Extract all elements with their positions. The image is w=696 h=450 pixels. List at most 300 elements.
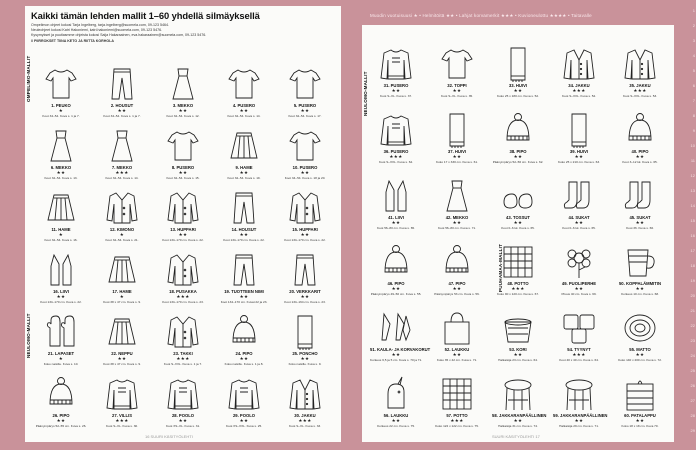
difficulty-stars: ★ bbox=[58, 232, 64, 237]
page-folio: 16 SUURI KÄSITYÖLEHTI bbox=[145, 434, 193, 439]
item-name: 26. PIPO bbox=[52, 413, 70, 418]
item-name: 42. MEKKO bbox=[445, 215, 469, 220]
difficulty-stars: ★★★ bbox=[176, 294, 190, 299]
difficulty-stars: ★★ bbox=[391, 418, 401, 423]
difficulty-stars: ★★ bbox=[391, 88, 401, 93]
item-size: Koot S–XXL. Kuva s. 52. bbox=[561, 94, 597, 98]
page-title: Kaikki tämän lehden mallit 1–60 yhdellä silmäyksellä bbox=[31, 10, 260, 21]
jacket-icon bbox=[104, 190, 140, 226]
difficulty-stars: ★★ bbox=[178, 232, 188, 237]
sweater-icon bbox=[378, 46, 414, 82]
item-size: Koko 17 x 330 cm. Kuva s. 61. bbox=[436, 160, 478, 164]
item-size: Koko 90 x 120 cm. Kuva s. 67. bbox=[497, 292, 539, 296]
item-name: 49. PUOLIPERHE bbox=[561, 281, 597, 286]
difficulty-stars: ★★ bbox=[391, 286, 401, 291]
intro-line: Ompelimon ohjeet kokosi Tarja Ingelberg, tarja.ingelberg@suomela.com, 09-123 5464. bbox=[31, 23, 170, 27]
item-size: Koot 134–170 cm. Kuvat 22 ja 23. bbox=[220, 300, 268, 304]
difficulty-stars: ★★ bbox=[513, 352, 523, 357]
pattern-item bbox=[96, 314, 148, 374]
intro-line: Kysymykset ja puutiasmme ohjeista kokosi Saija Hakaraainen, eva.hakaraainen@suomela.com, 09-123 5476. bbox=[31, 33, 207, 37]
item-name: 34. JAKKU bbox=[568, 83, 590, 88]
item-name: 10. PUSERO bbox=[292, 165, 318, 170]
item-name: 19. TUOTTEEN NIMI bbox=[224, 289, 264, 294]
item-size: Koot 34–54. Kuva s. 17. bbox=[288, 114, 322, 118]
pattern-item bbox=[279, 66, 331, 126]
item-name: 17. HAME bbox=[112, 289, 132, 294]
difficulty-stars: ★★ bbox=[117, 108, 127, 113]
basket-icon bbox=[500, 310, 536, 346]
difficulty-stars: ★★★ bbox=[633, 88, 647, 93]
difficulty-stars: ★★★ bbox=[298, 418, 312, 423]
item-size: Koko 140 x 200 cm. Kuva s. 72. bbox=[618, 358, 662, 362]
pattern-item bbox=[614, 310, 666, 370]
item-size: Koko 25 x 180 cm. Kuva s. 52. bbox=[497, 94, 539, 98]
difficulty-stars: ★★★ bbox=[572, 88, 586, 93]
vest-icon bbox=[43, 252, 79, 288]
item-name: 37. HUIVI bbox=[447, 149, 467, 154]
item-name: 52. LAUKKU bbox=[444, 347, 470, 352]
difficulty-stars: ★ bbox=[58, 108, 64, 113]
potholder-icon bbox=[622, 376, 658, 412]
pattern-item bbox=[431, 112, 483, 172]
item-name: 44. SUKAT bbox=[568, 215, 590, 220]
hat-icon bbox=[378, 244, 414, 280]
pattern-item bbox=[370, 244, 422, 304]
item-name: 32. TOPPI bbox=[447, 83, 467, 88]
pattern-item bbox=[431, 178, 483, 238]
dress-icon bbox=[43, 128, 79, 164]
difficulty-stars: ★★ bbox=[391, 220, 401, 225]
item-size: Korkeus 6,5 ja 5 cm. Kuva s. 70 ja 71. bbox=[370, 358, 422, 362]
item-name: 60. PATALAPPU bbox=[624, 413, 656, 418]
tshirt-icon bbox=[43, 66, 79, 102]
item-name: 11. HAME bbox=[51, 227, 71, 232]
item-name: 47. PIPO bbox=[448, 281, 466, 286]
jacket-icon bbox=[287, 190, 323, 226]
item-name: 30. JAKKU bbox=[294, 413, 316, 418]
item-size: Koot 36. Kuva s. 66. bbox=[626, 226, 654, 230]
ruler-number: 21 bbox=[690, 308, 695, 313]
ruler-number: 3 bbox=[692, 38, 695, 43]
pants-icon bbox=[226, 190, 262, 226]
pattern-item bbox=[96, 190, 148, 250]
item-name: 5. PUSERO bbox=[293, 103, 317, 108]
difficulty-stars: ★★ bbox=[452, 286, 462, 291]
difficulty-stars: ★★ bbox=[635, 220, 645, 225]
item-size: Koot 34–54. Kuva s. 21. bbox=[105, 238, 139, 242]
intro-line: Neuleohjeet kokosi Katri Hakoniemi, katri.hakoniemi@suomela.com, 09-123 5476. bbox=[31, 28, 163, 32]
item-size: Päänympärys 52–56 cm. Kuva s. 62. bbox=[492, 160, 544, 164]
difficulty-stars: ★★ bbox=[513, 418, 523, 423]
difficulty-stars: ★★ bbox=[513, 154, 523, 159]
difficulty-stars: ★★ bbox=[452, 154, 462, 159]
skirt-icon bbox=[104, 252, 140, 288]
difficulty-stars: ★★ bbox=[300, 356, 310, 361]
blanket-icon bbox=[500, 244, 536, 280]
difficulty-stars: ★ bbox=[119, 232, 125, 237]
item-size: Pituus 40 cm. Kuva s. 69. bbox=[561, 292, 597, 296]
difficulty-stars: ★★★ bbox=[389, 154, 403, 159]
pattern-item bbox=[157, 376, 209, 436]
item-size: Koko naisille. Kuva s. 9. bbox=[288, 362, 322, 366]
pattern-item bbox=[218, 314, 270, 374]
item-name: 20. VERKKARIT bbox=[289, 289, 321, 294]
difficulty-stars: ★★ bbox=[239, 232, 249, 237]
difficulty-stars: ★★ bbox=[635, 286, 645, 291]
item-size: Koot XS–XL. Kuva s. 31. bbox=[165, 424, 201, 428]
pants-icon bbox=[287, 252, 323, 288]
ruler-number: 27 bbox=[690, 398, 695, 403]
item-name: 31. PUSERO bbox=[383, 83, 409, 88]
item-name: 36. PUSERO bbox=[383, 149, 409, 154]
section-label-neulomo: NEULOMO-MALLIT bbox=[26, 313, 31, 358]
ruler-number: 20 bbox=[690, 293, 695, 298]
sock-icon bbox=[561, 178, 597, 214]
item-name: 24. PIPO bbox=[235, 351, 253, 356]
item-size: Halkaisija 29 cm. Kuva s. 71. bbox=[559, 424, 599, 428]
pattern-item bbox=[218, 190, 270, 250]
pattern-item bbox=[279, 376, 331, 436]
item-size: Korkeus 22 cm. Kuva s. 75. bbox=[377, 424, 415, 428]
item-name: 1. PEUKO bbox=[51, 103, 71, 108]
item-name: 39. HUIVI bbox=[569, 149, 589, 154]
ruler-number: 1 bbox=[692, 8, 695, 13]
item-size: Koot 134–170 cm. Kuva s. 22. bbox=[40, 300, 82, 304]
ruler-number: 18 bbox=[690, 263, 695, 268]
pattern-item bbox=[492, 112, 544, 172]
item-size: Koot S–XXL. Kuva s. 53. bbox=[622, 94, 658, 98]
pattern-item bbox=[157, 190, 209, 250]
pattern-item bbox=[431, 310, 483, 370]
difficulty-stars: ★★ bbox=[239, 108, 249, 113]
item-size: Koot 40 x 40 cm. Kuva s. 64. bbox=[559, 358, 599, 362]
mitten-icon bbox=[43, 314, 79, 350]
difficulty-stars: ★★ bbox=[117, 356, 127, 361]
item-name: 18. PUSAKKA bbox=[169, 289, 197, 294]
difficulty-stars: ★★ bbox=[239, 170, 249, 175]
ruler-number: 10 bbox=[690, 143, 695, 148]
item-name: 8. PUSERO bbox=[171, 165, 195, 170]
item-size: Halkaisija 23 cm. Kuva s. 64. bbox=[498, 358, 538, 362]
pattern-item bbox=[431, 46, 483, 106]
item-name: 43. TOSSUT bbox=[506, 215, 530, 220]
item-size: Koot S–XL. Kuva s. 37. bbox=[380, 94, 412, 98]
item-size: Halkaisija 31 cm. Kuva s. 74. bbox=[498, 424, 538, 428]
ruler-number: 25 bbox=[690, 368, 695, 373]
item-name: 9. HAME bbox=[235, 165, 253, 170]
item-name: 48. POTTO bbox=[507, 281, 529, 286]
pattern-item bbox=[96, 128, 148, 188]
difficulty-stars: ★★ bbox=[56, 170, 66, 175]
item-size: Koot 56–80 cm. Kuva s. 65. bbox=[376, 226, 415, 230]
item-name: 35. JAKKU bbox=[629, 83, 651, 88]
pattern-item bbox=[614, 376, 666, 436]
item-size: Päänympärys 53 cm. Kuva s. 56. bbox=[434, 292, 480, 296]
difficulty-stars: ★★ bbox=[574, 286, 584, 291]
pattern-item bbox=[553, 244, 605, 304]
item-name: 33. HUIVI bbox=[508, 83, 528, 88]
tshirt-icon bbox=[287, 66, 323, 102]
difficulty-stars: ★★ bbox=[178, 418, 188, 423]
item-name: 23. TAKKI bbox=[173, 351, 193, 356]
difficulty-stars: ★★ bbox=[513, 220, 523, 225]
ruler-number: 5 bbox=[692, 68, 695, 73]
item-size: Koot 34–54. Kuva s. 18 ja 20. bbox=[284, 176, 326, 180]
difficulty-stars: ★★ bbox=[300, 108, 310, 113]
pattern-item bbox=[279, 128, 331, 188]
item-name: 12. KIMONO bbox=[109, 227, 135, 232]
stool-icon bbox=[561, 376, 597, 412]
difficulty-stars: ★★ bbox=[635, 154, 645, 159]
pattern-item bbox=[157, 128, 209, 188]
item-size: Koot S–XXL. Kuva s. 1 ja 7. bbox=[163, 362, 203, 366]
difficulty-stars: ★★ bbox=[56, 418, 66, 423]
item-name: 59. JAKKARANPÄÄLLINEN bbox=[553, 413, 608, 418]
pattern-item bbox=[279, 252, 331, 312]
pattern-item bbox=[218, 66, 270, 126]
item-size: Koot 3–12 kk. Kuva s. 65. bbox=[622, 160, 658, 164]
item-size: Koot 34–54. Kuva s. 1 ja 7. bbox=[103, 114, 141, 118]
jacket-icon bbox=[165, 190, 201, 226]
item-size: Koot 38 x 47 cm. Kuva s. 9. bbox=[103, 300, 141, 304]
ruler-number: 15 bbox=[690, 218, 695, 223]
skirt-icon bbox=[226, 128, 262, 164]
ruler-number: 26 bbox=[690, 383, 695, 388]
difficulty-stars: ★★★ bbox=[115, 418, 129, 423]
pattern-item bbox=[492, 46, 544, 106]
item-size: Koot 134–170 cm. Kuva s. 22. bbox=[162, 238, 204, 242]
dress-icon bbox=[439, 178, 475, 214]
section-label-puuhamaa: PUUHAMAA-MALLIT bbox=[498, 243, 503, 292]
section-label-ompelimo: OMPELIMO-MALLIT bbox=[26, 55, 31, 102]
item-size: Koot 38 x 47 cm. Kuva s. 9. bbox=[103, 362, 141, 366]
difficulty-stars: ★ bbox=[119, 294, 125, 299]
dress-icon bbox=[165, 66, 201, 102]
difficulty-stars: ★★ bbox=[300, 170, 310, 175]
pattern-item bbox=[35, 190, 87, 250]
cardigan-icon bbox=[622, 46, 658, 82]
item-size: Koot XS–XXL. Kuva s. 25. bbox=[225, 424, 263, 428]
pattern-item bbox=[96, 376, 148, 436]
difficulty-stars: ★★★ bbox=[572, 352, 586, 357]
skirt-icon bbox=[104, 314, 140, 350]
item-size: Koot 134–170 cm. Kuva s. 22. bbox=[223, 238, 265, 242]
difficulty-stars: ★★ bbox=[452, 352, 462, 357]
difficulty-stars: ★★ bbox=[635, 352, 645, 357]
pattern-item bbox=[370, 310, 431, 370]
difficulty-stars: ★★ bbox=[452, 220, 462, 225]
scarf-icon bbox=[561, 112, 597, 148]
difficulty-stars: ★★ bbox=[452, 88, 462, 93]
sweater-icon bbox=[104, 376, 140, 412]
item-size: Koot 34–54. Kuva s. 14. bbox=[105, 176, 139, 180]
item-size: Koot 34–54. Kuva s. 16. bbox=[44, 238, 78, 242]
item-name: 25. PONCHO bbox=[292, 351, 318, 356]
pattern-item bbox=[553, 376, 608, 436]
difficulty-stars: ★★ bbox=[239, 294, 249, 299]
difficulty-stars: ★★ bbox=[635, 418, 645, 423]
item-name: 41. LIIVI bbox=[388, 215, 404, 220]
pants-icon bbox=[104, 66, 140, 102]
pattern-item bbox=[553, 310, 605, 370]
header-strip bbox=[362, 6, 674, 25]
item-size: Koko 18 x 18 cm. Kuva 70. bbox=[621, 424, 659, 428]
blanket-icon bbox=[439, 376, 475, 412]
hat-icon bbox=[439, 244, 475, 280]
jacket-icon bbox=[165, 252, 201, 288]
item-name: 55. MATTO bbox=[629, 347, 651, 352]
pattern-item bbox=[96, 252, 148, 312]
jacket-icon bbox=[165, 314, 201, 350]
slipper-icon bbox=[500, 178, 536, 214]
hat-icon bbox=[226, 314, 262, 350]
pattern-item bbox=[553, 46, 605, 106]
item-size: Koot 0–6 kk. Kuva s. 65. bbox=[562, 226, 596, 230]
difficulty-stars: ★★★ bbox=[115, 170, 129, 175]
pattern-item bbox=[614, 244, 666, 304]
pattern-item bbox=[370, 376, 422, 436]
pattern-item bbox=[553, 178, 605, 238]
difficulty-stars: ★★ bbox=[56, 294, 66, 299]
item-name: 29. POOLO bbox=[232, 413, 256, 418]
sweater-icon bbox=[226, 376, 262, 412]
section-label-neulomo-right: NEULOMO-MALLIT bbox=[363, 71, 368, 116]
difficulty-stars: ★★ bbox=[178, 108, 188, 113]
item-name: 3. MEKKO bbox=[172, 103, 194, 108]
difficulty-stars: ★★ bbox=[300, 294, 310, 299]
hat-icon bbox=[622, 112, 658, 148]
tshirt-icon bbox=[287, 128, 323, 164]
ruler-number: 16 bbox=[690, 233, 695, 238]
item-name: 4. PUSERO bbox=[232, 103, 256, 108]
item-name: 40. PIPO bbox=[631, 149, 649, 154]
pattern-item bbox=[370, 112, 422, 172]
item-size: Koot 34–54. Kuva s. 14. bbox=[227, 114, 261, 118]
header-strip-text: Muodin vuotuisuusi ★ • Helmitöitä ★★ • Lahjat korvamerkit ★★★ • Kuvioneulottu ★★★★ • Taitavalle bbox=[370, 13, 592, 18]
ruler-number: 23 bbox=[690, 338, 695, 343]
pattern-item bbox=[157, 314, 209, 374]
item-name: 6. MEKKO bbox=[50, 165, 72, 170]
item-name: 58. JAKKARANPÄÄLLINEN bbox=[492, 413, 547, 418]
skirt-icon bbox=[43, 190, 79, 226]
difficulty-stars: ★★ bbox=[574, 220, 584, 225]
pattern-item bbox=[492, 376, 547, 436]
item-size: Päänympärys 52–55 cm. Kuva s. 26. bbox=[35, 424, 87, 428]
difficulty-stars: ★★ bbox=[239, 356, 249, 361]
ruler-number: 28 bbox=[690, 413, 695, 418]
ruler-number: 7 bbox=[692, 98, 695, 103]
item-name: 45. SUKAT bbox=[629, 215, 651, 220]
item-size: Koot S–XL. Kuva s. 33. bbox=[289, 424, 321, 428]
item-size: Koot 34–54. Kuva s. 12. bbox=[166, 114, 200, 118]
ruler-number: 2 bbox=[692, 23, 695, 28]
pattern-item bbox=[35, 376, 87, 436]
item-name: 57. POTTO bbox=[446, 413, 468, 418]
pattern-item bbox=[614, 178, 666, 238]
pattern-item bbox=[614, 46, 666, 106]
item-name: 50. KOPPALÄMMITIN bbox=[618, 281, 662, 286]
pattern-item bbox=[492, 310, 544, 370]
item-size: Koot 34–54. Kuva s. 13. bbox=[44, 176, 78, 180]
item-size: Koot 34–54. Kuva s. 1 ja 7. bbox=[42, 114, 80, 118]
item-size: Koko naisille. Kuva s. 10. bbox=[43, 362, 79, 366]
difficulty-stars: ★★ bbox=[391, 352, 401, 357]
item-size: Koko 122 x 122 cm. Kuva s. 75. bbox=[435, 424, 479, 428]
ruler-number: 17 bbox=[690, 248, 695, 253]
item-size: Koot 134–170 cm. Kuva s. 22. bbox=[284, 238, 326, 242]
item-name: 2. HOUSUT bbox=[110, 103, 134, 108]
difficulty-stars: ★★★ bbox=[511, 286, 525, 291]
item-size: Koot 56–80 cm. Kuva s. 71. bbox=[437, 226, 476, 230]
sock-icon bbox=[622, 178, 658, 214]
pants-icon bbox=[226, 252, 262, 288]
item-size: Koot 134–170 cm. Kuva s. 23. bbox=[162, 300, 204, 304]
flower-icon bbox=[561, 244, 597, 280]
pattern-item bbox=[35, 128, 87, 188]
item-name: 54. TYYNYT bbox=[567, 347, 591, 352]
item-size: Koot 34–54. Kuva s. 15. bbox=[166, 176, 200, 180]
item-size: Päänympärys 49–50 cm. Kuva s. 55. bbox=[370, 292, 422, 296]
cardigan-icon bbox=[287, 376, 323, 412]
item-name: 21. LAPASET bbox=[47, 351, 75, 356]
item-size: Koot 134–164 cm. Kuva s. 23. bbox=[284, 300, 326, 304]
scarf-icon bbox=[500, 46, 536, 82]
pattern-item bbox=[218, 252, 270, 312]
item-name: 28. POOLO bbox=[171, 413, 195, 418]
jewel-icon bbox=[378, 310, 414, 346]
pattern-item bbox=[157, 252, 209, 312]
item-size: Korkeus 10 cm. Kuva s. 68. bbox=[621, 292, 659, 296]
tshirt-icon bbox=[439, 46, 475, 82]
unicorn-icon bbox=[378, 376, 414, 412]
ruler-number: 8 bbox=[692, 113, 695, 118]
pattern-item bbox=[614, 112, 666, 172]
pattern-item bbox=[279, 314, 331, 374]
ruler-number: 24 bbox=[690, 353, 695, 358]
pillow-icon bbox=[561, 310, 597, 346]
ruler-number: 29 bbox=[690, 428, 695, 433]
item-size: Koot S–XL. Kuva s. 30. bbox=[106, 424, 138, 428]
item-name: 38. PIPO bbox=[509, 149, 527, 154]
dress-icon bbox=[104, 128, 140, 164]
pattern-item bbox=[431, 376, 483, 436]
right-page bbox=[362, 6, 674, 442]
ruler-number: 19 bbox=[690, 278, 695, 283]
item-name: 7. MEKKO bbox=[111, 165, 133, 170]
pattern-item bbox=[370, 46, 422, 106]
rug-icon bbox=[622, 310, 658, 346]
vest-icon bbox=[378, 178, 414, 214]
pattern-item bbox=[218, 376, 270, 436]
ruler-number: 22 bbox=[690, 323, 695, 328]
pattern-item bbox=[279, 190, 331, 250]
ruler-number: 11 bbox=[690, 158, 695, 163]
difficulty-stars: ★ bbox=[58, 356, 64, 361]
difficulty-stars: ★★ bbox=[513, 88, 523, 93]
page-folio-right: SUURI KÄSITYÖLEHTI 17 bbox=[492, 434, 540, 439]
item-name: 22. NEPPU bbox=[111, 351, 133, 356]
bag-icon bbox=[439, 310, 475, 346]
item-name: 15. HUPPARI bbox=[292, 227, 318, 232]
item-name: 56. LAUKKU bbox=[383, 413, 409, 418]
ruler-number: 14 bbox=[690, 203, 695, 208]
item-name: 13. HUPPARI bbox=[170, 227, 196, 232]
item-size: Koko naisille. Kuva s. 1 ja 8. bbox=[224, 362, 264, 366]
item-name: 14. HOUSUT bbox=[231, 227, 257, 232]
mug-icon bbox=[622, 244, 658, 280]
pattern-item bbox=[35, 252, 87, 312]
left-page bbox=[25, 6, 341, 442]
